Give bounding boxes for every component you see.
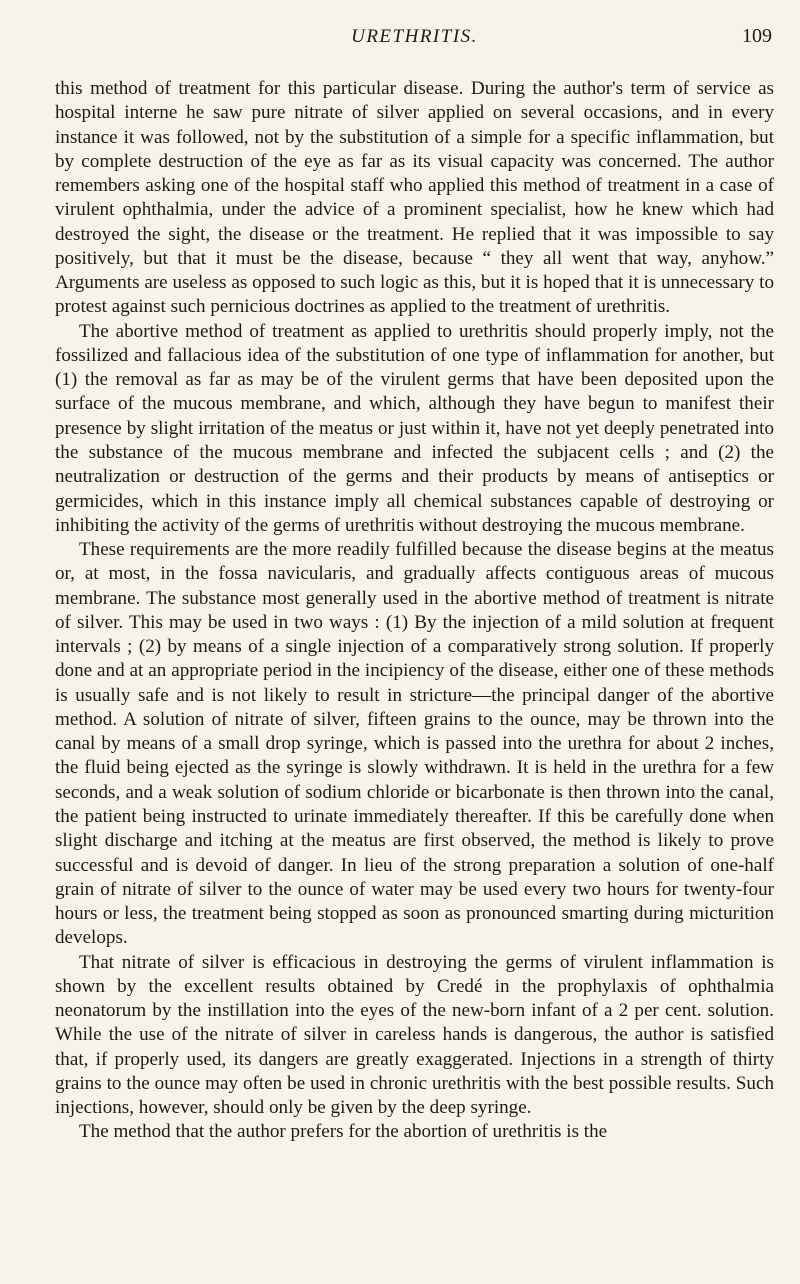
paragraph-continuation: this method of treatment for this particular disease. During the author's term of service as hospital interne he saw pure nitrate of silver applied on several occasions, and in every instance it was followed, not by the substitution of a simple for a specific inflammation, but by complete destruction of the eye as far as its visual capacity was concerned. The author remembers asking one of the hospital staff who applied this method of treatment in a case of virulent ophthalmia, under the advice of a prominent specialist, how he knew which had destroyed the sight, the disease or the treatment. He replied that it was impossible to say positively, but that it must be the disease, because “ they all went that way, anyhow.” Arguments are useless as opposed to such logic as this, but it is hoped that it is unnecessary to protest against such pernicious doctrines as applied to the treatment of urethritis. — [55, 78, 774, 318]
page-header — [55, 16, 774, 46]
paragraph-abortive-method: The abortive method of treatment as applied to urethritis should properly imply, not the fossilized and fallacious idea of the substitution of one type of inflammation for another, but (1) the removal as far as may be of the virulent germs that have been deposited upon the surface of the mucous membrane, and which, although they have begun to manifest their presence by slight irritation of the meatus or just within it, have not yet deeply penetrated into the substance of the mucous membrane and infected the subjacent cells ; and (2) the neutralization or destruction of the germs and their products by means of antiseptics or germicides, which in this instance imply all chemical substances capable of destroying or inhibiting the activity of the germs of urethritis without destroying the mucous membrane. — [55, 320, 774, 536]
body-text — [55, 77, 774, 1145]
running-title: URETHRITIS. — [351, 26, 478, 47]
page-number: 109 — [742, 25, 772, 47]
paragraph-requirements: These requirements are the more readily fulfilled because the disease begins at the meatus or, at most, in the fossa navicularis, and gradually affects contiguous areas of mucous membrane. The substance most generally used in the abortive method of treatment is nitrate of silver. This may be used in two ways : (1) By the injection of a mild solution at frequent intervals ; (2) by means of a single injection of a comparatively strong solution. If properly done and at an appropriate period in the incipiency of the disease, either one of these methods is usually safe and is not likely to result in stricture—the principal danger of the abortive method. A solution of nitrate of silver, fifteen grains to the ounce, may be thrown into the canal by means of a small drop syringe, which is passed into the urethra for about 2 inches, the fluid being ejected as the syringe is slowly withdrawn. It is held in the urethra for a few seconds, and a weak solution of sodium chloride or bicarbonate is then thrown into the canal, the patient being instructed to urinate immediately thereafter. If this be carefully done when slight discharge and itching at the meatus are first observed, the method is likely to prove successful and is devoid of danger. In lieu of the strong preparation a solution of one-half grain of nitrate of silver to the ounce of water may be used every two hours for twenty-four hours or less, the treatment being stopped as soon as pronounced smarting during micturition develops. — [55, 539, 774, 949]
paragraph-preferred-method: The method that the author prefers for the abortion of urethritis is the — [79, 1121, 608, 1143]
paragraph-nitrate-efficacy: That nitrate of silver is efficacious in destroying the germs of virulent inflammation is shown by the excellent results obtained by Credé in the prophylaxis of ophthalmia neonatorum by the instillation into the eyes of the new-born infant of a 2 per cent. solution. While the use of the nitrate of silver in careless hands is dangerous, the author is satisfied that, if properly used, its dangers are greatly exaggerated. Injections in a strength of thirty grains to the ounce may often be used in chronic urethritis with the best possible results. Such injections, however, should only be given by the deep syringe. — [55, 951, 774, 1119]
